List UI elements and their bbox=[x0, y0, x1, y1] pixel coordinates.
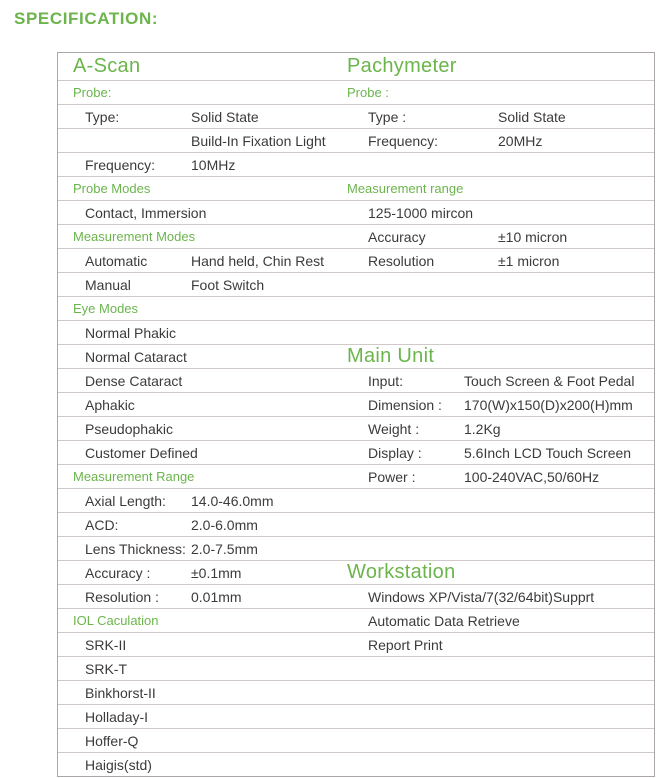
spec-label: Input: bbox=[368, 372, 404, 389]
spec-value: ±10 micron bbox=[498, 228, 568, 245]
table-row bbox=[58, 273, 654, 297]
cell-left bbox=[58, 53, 346, 80]
spec-value: Touch Screen & Foot Pedal bbox=[464, 372, 635, 389]
cell-right bbox=[346, 81, 654, 104]
table-row bbox=[58, 393, 654, 417]
cell-right bbox=[346, 177, 654, 200]
spec-label: Binkhorst-II bbox=[85, 684, 156, 701]
cell-right bbox=[346, 225, 654, 248]
section-header: IOL Caculation bbox=[73, 613, 159, 628]
spec-value: Solid State bbox=[498, 108, 566, 125]
table-row bbox=[58, 105, 654, 129]
spec-value: Hand held, Chin Rest bbox=[191, 252, 325, 269]
spec-label: Type: bbox=[85, 108, 120, 125]
spec-label: Hoffer-Q bbox=[85, 732, 139, 749]
spec-label: Dense Cataract bbox=[85, 372, 183, 389]
table-row bbox=[58, 201, 654, 225]
spec-label: Resolution bbox=[368, 252, 435, 269]
cell-right bbox=[346, 705, 654, 728]
cell-left bbox=[58, 297, 346, 320]
cell-right bbox=[346, 753, 654, 776]
cell-left bbox=[58, 81, 346, 104]
cell-left bbox=[58, 225, 346, 248]
cell-left bbox=[58, 489, 346, 512]
table-row bbox=[58, 753, 654, 776]
spec-value: ±1 micron bbox=[498, 252, 560, 269]
cell-right bbox=[346, 345, 654, 368]
spec-label: SRK-T bbox=[85, 660, 127, 677]
spec-label: Frequency: bbox=[85, 156, 156, 173]
cell-left bbox=[58, 465, 346, 488]
cell-left bbox=[58, 345, 346, 368]
spec-label: Pseudophakic bbox=[85, 420, 173, 437]
spec-table bbox=[57, 52, 655, 777]
spec-label: Weight : bbox=[368, 420, 420, 437]
spec-label: Accuracy bbox=[368, 228, 426, 245]
table-row bbox=[58, 153, 654, 177]
table-row bbox=[58, 321, 654, 345]
cell-left bbox=[58, 105, 346, 128]
cell-left bbox=[58, 537, 346, 560]
table-row bbox=[58, 53, 654, 81]
table-row bbox=[58, 513, 654, 537]
table-row bbox=[58, 609, 654, 633]
cell-right bbox=[346, 129, 654, 152]
cell-right bbox=[346, 465, 654, 488]
cell-right bbox=[346, 201, 654, 224]
cell-left bbox=[58, 393, 346, 416]
spec-value: ±0.1mm bbox=[191, 564, 242, 581]
spec-label: Frequency: bbox=[368, 132, 439, 149]
table-row bbox=[58, 681, 654, 705]
cell-left bbox=[58, 681, 346, 704]
section-header: Eye Modes bbox=[73, 301, 139, 316]
cell-right bbox=[346, 297, 654, 320]
cell-right bbox=[346, 609, 654, 632]
spec-label: Holladay-I bbox=[85, 708, 149, 725]
page-title: SPECIFICATION: bbox=[14, 9, 159, 28]
cell-left bbox=[58, 513, 346, 536]
spec-label: Customer Defined bbox=[85, 444, 198, 461]
cell-left bbox=[58, 609, 346, 632]
cell-right bbox=[346, 393, 654, 416]
spec-value: Foot Switch bbox=[191, 276, 265, 293]
cell-left bbox=[58, 129, 346, 152]
spec-label: Manual bbox=[85, 276, 131, 293]
spec-label: Report Print bbox=[368, 636, 443, 653]
cell-right bbox=[346, 513, 654, 536]
spec-label: Contact, Immersion bbox=[85, 204, 207, 221]
table-row bbox=[58, 225, 654, 249]
spec-label: Lens Thickness: bbox=[85, 540, 186, 557]
spec-value: 100-240VAC,50/60Hz bbox=[464, 468, 600, 485]
spec-value: Solid State bbox=[191, 108, 259, 125]
spec-label: Accuracy : bbox=[85, 564, 151, 581]
spec-label: Normal Cataract bbox=[85, 348, 187, 365]
cell-right bbox=[346, 633, 654, 656]
spec-value: 170(W)x150(D)x200(H)mm bbox=[464, 396, 633, 413]
table-row bbox=[58, 465, 654, 489]
spec-value: 20MHz bbox=[498, 132, 543, 149]
spec-label: SRK-II bbox=[85, 636, 127, 653]
cell-right bbox=[346, 585, 654, 608]
cell-left bbox=[58, 657, 346, 680]
spec-value: Build-In Fixation Light bbox=[191, 132, 326, 149]
section-header: Measurement Range bbox=[73, 469, 195, 484]
table-row bbox=[58, 705, 654, 729]
spec-label: 125-1000 mircon bbox=[368, 204, 474, 221]
section-header: Probe Modes bbox=[73, 181, 151, 196]
spec-label: Resolution : bbox=[85, 588, 159, 605]
table-row bbox=[58, 585, 654, 609]
table-row bbox=[58, 561, 654, 585]
table-row bbox=[58, 417, 654, 441]
spec-label: Type : bbox=[368, 108, 407, 125]
spec-value: 2.0-6.0mm bbox=[191, 516, 258, 533]
cell-right bbox=[346, 153, 654, 176]
spec-value: 0.01mm bbox=[191, 588, 242, 605]
cell-right bbox=[346, 273, 654, 296]
section-header: Measurement Modes bbox=[73, 229, 196, 244]
cell-right bbox=[346, 657, 654, 680]
cell-left bbox=[58, 417, 346, 440]
cell-right bbox=[346, 249, 654, 272]
section-header: Probe : bbox=[347, 85, 389, 100]
table-row bbox=[58, 537, 654, 561]
table-row bbox=[58, 345, 654, 369]
spec-value: 10MHz bbox=[191, 156, 236, 173]
cell-right bbox=[346, 417, 654, 440]
table-row bbox=[58, 369, 654, 393]
spec-value: 1.2Kg bbox=[464, 420, 501, 437]
spec-label: Dimension : bbox=[368, 396, 442, 413]
spec-label: Display : bbox=[368, 444, 422, 461]
cell-left bbox=[58, 321, 346, 344]
cell-right bbox=[346, 537, 654, 560]
cell-left bbox=[58, 249, 346, 272]
cell-right bbox=[346, 561, 654, 584]
table-row bbox=[58, 657, 654, 681]
cell-right bbox=[346, 489, 654, 512]
table-row bbox=[58, 489, 654, 513]
column-header: Pachymeter bbox=[347, 55, 457, 77]
cell-left bbox=[58, 585, 346, 608]
cell-left bbox=[58, 153, 346, 176]
spec-value: 2.0-7.5mm bbox=[191, 540, 258, 557]
cell-right bbox=[346, 53, 654, 80]
spec-label: Haigis(std) bbox=[85, 756, 152, 773]
section-header: Probe: bbox=[73, 85, 112, 100]
table-row bbox=[58, 729, 654, 753]
cell-left bbox=[58, 561, 346, 584]
spec-label: Aphakic bbox=[85, 396, 135, 413]
cell-right bbox=[346, 441, 654, 464]
cell-left bbox=[58, 441, 346, 464]
cell-left bbox=[58, 369, 346, 392]
table-row bbox=[58, 129, 654, 153]
cell-right bbox=[346, 321, 654, 344]
table-row bbox=[58, 297, 654, 321]
table-row bbox=[58, 441, 654, 465]
cell-left bbox=[58, 705, 346, 728]
cell-left bbox=[58, 633, 346, 656]
column-header: Main Unit bbox=[347, 345, 435, 367]
spec-label: Automatic bbox=[85, 252, 148, 269]
table-row bbox=[58, 633, 654, 657]
spec-label: Windows XP/Vista/7(32/64bit)Supprt bbox=[368, 588, 595, 605]
cell-right bbox=[346, 681, 654, 704]
column-header: Workstation bbox=[347, 561, 456, 583]
spec-label: Automatic Data Retrieve bbox=[368, 612, 520, 629]
cell-left bbox=[58, 729, 346, 752]
spec-label: Axial Length: bbox=[85, 492, 166, 509]
spec-label: ACD: bbox=[85, 516, 119, 533]
cell-right bbox=[346, 729, 654, 752]
cell-left bbox=[58, 201, 346, 224]
cell-right bbox=[346, 369, 654, 392]
table-row bbox=[58, 249, 654, 273]
cell-right bbox=[346, 105, 654, 128]
column-header: A-Scan bbox=[73, 55, 141, 77]
cell-left bbox=[58, 273, 346, 296]
table-row bbox=[58, 81, 654, 105]
spec-value: 14.0-46.0mm bbox=[191, 492, 274, 509]
spec-value: 5.6Inch LCD Touch Screen bbox=[464, 444, 632, 461]
table-row bbox=[58, 177, 654, 201]
spec-label: Power : bbox=[368, 468, 416, 485]
spec-label: Normal Phakic bbox=[85, 324, 177, 341]
section-header: Measurement range bbox=[347, 181, 464, 196]
cell-left bbox=[58, 177, 346, 200]
cell-left bbox=[58, 753, 346, 776]
